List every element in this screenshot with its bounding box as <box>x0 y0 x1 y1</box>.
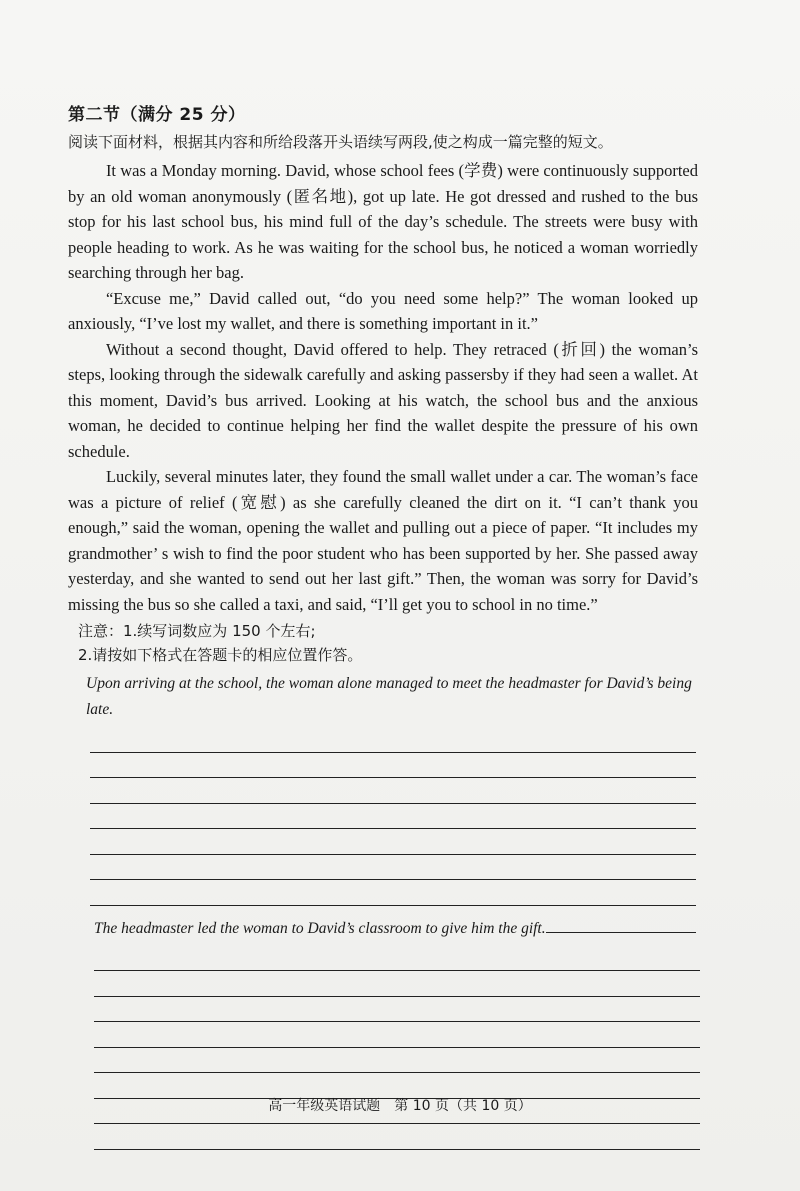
writing-lines-1[interactable] <box>90 727 698 906</box>
writing-line[interactable] <box>94 1124 700 1150</box>
passage-paragraph-4: Luckily, several minutes later, they found the small wallet under a car. The woman’s face was a picture of relief (宽慰) as she carefully cleaned the dirt on it. “I can’t thank you enough,” said the woman, opening the wallet and pulling out a piece of paper. “It includes my grandmother’ s wish to find the poor student who has been supported by her. She passed away yesterday, and she wanted to send out her last gift.” Then, the woman was sorry for David’s missing the bus so she called a taxi, and said, “I’ll get you to school in no time.” <box>68 467 698 614</box>
writing-line[interactable] <box>90 855 696 881</box>
writing-line[interactable] <box>90 829 696 855</box>
writing-line[interactable] <box>94 971 700 997</box>
writing-line[interactable] <box>90 778 696 804</box>
writing-line[interactable] <box>94 946 700 972</box>
passage-paragraph-3: Without a second thought, David offered to help. They retraced (折回) the woman’s steps, looking through the sidewalk carefully and asking passersby if they had seen a wallet. At this moment, David’s bus arrived. Looking at his watch, the school bus and the anxious woman, he decided to continue helping her find the wallet despite the pressure of his own schedule. <box>68 339 698 461</box>
passage-paragraph-1: It was a Monday morning. David, whose school fees (学费) were continuously supported by an old woman anonymously (匿名地), got up late. He got dressed and rushed to the bus stop for his last school bus, his mind full of the day’s schedule. The streets were busy with people heading to work. As he was waiting for the school bus, he noticed a woman worriedly searching through her bag. <box>68 161 698 282</box>
prompt-first <box>68 671 698 723</box>
note-line-2: 2.请按如下格式在答题卡的相应位置作答。 <box>78 646 363 664</box>
section-title: 第二节（满分 25 分） <box>68 105 246 125</box>
page-footer: 高一年级英语试题 第 10 页（共 10 页） <box>268 1098 532 1114</box>
writing-line[interactable] <box>94 1022 700 1048</box>
prompt-first-text: Upon arriving at the school, the woman alone managed to meet the headmaster for David’s being late. <box>86 675 692 718</box>
section-instruction: 阅读下面材料，根据其内容和所给段落开头语续写两段,使之构成一篇完整的短文。 <box>68 133 613 151</box>
passage-paragraph-2: “Excuse me,” David called out, “do you need some help?” The woman looked up anxiously, “I’ve lost my wallet, and there is something important in it.” <box>68 288 698 333</box>
prompt-second-line[interactable] <box>546 918 696 933</box>
writing-lines-2[interactable] <box>94 946 698 1150</box>
writing-line[interactable] <box>90 727 696 753</box>
writing-line[interactable] <box>90 804 696 830</box>
writing-line[interactable] <box>90 753 696 779</box>
writing-line[interactable] <box>94 997 700 1023</box>
writing-line[interactable] <box>90 880 696 906</box>
prompt-second-text: The headmaster led the woman to David’s classroom to give him the gift. <box>94 919 546 937</box>
prompt-second <box>68 916 698 942</box>
content-area <box>68 100 698 1150</box>
writing-block-1 <box>68 671 698 906</box>
writing-line[interactable] <box>94 1048 700 1074</box>
note-line-1: 注意：1.续写词数应为 150 个左右; <box>78 622 316 640</box>
